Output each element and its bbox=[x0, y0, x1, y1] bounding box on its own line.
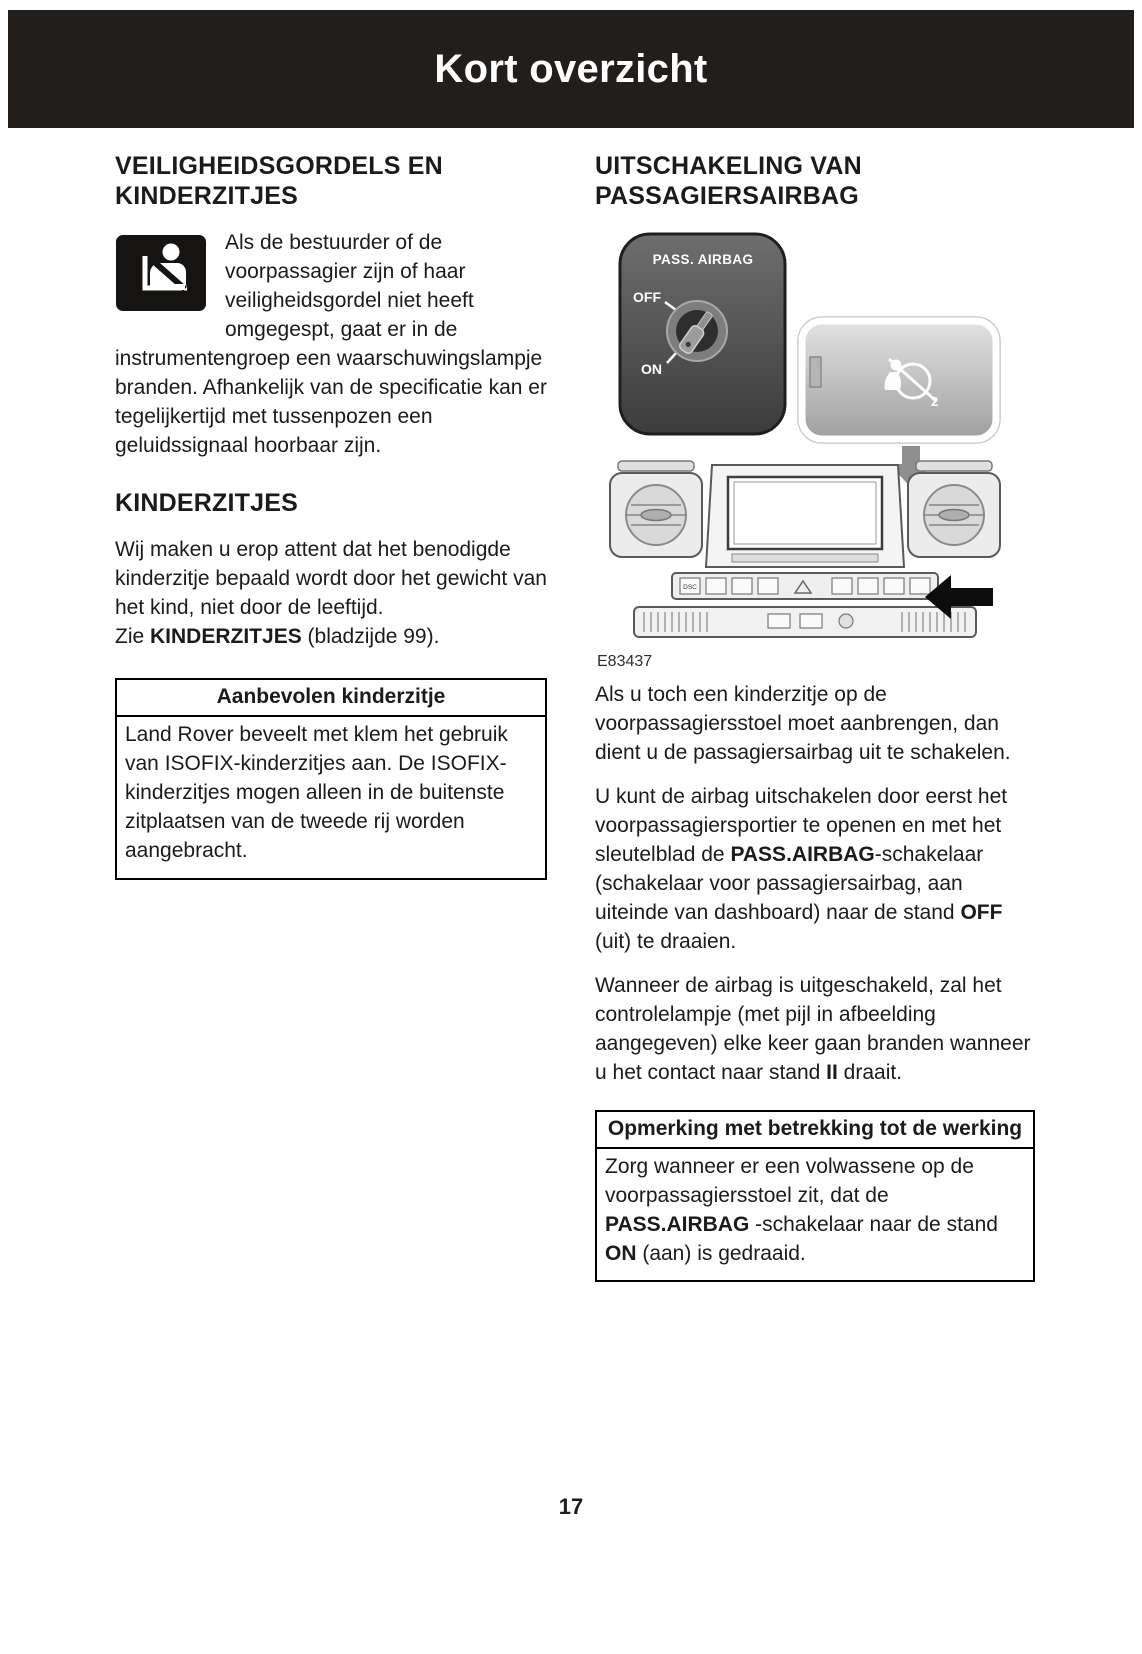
section-heading-airbag: UITSCHAKELING VAN PASSAGIERSAIRBAG bbox=[595, 152, 862, 210]
switch-title-label: PASS. AIRBAG bbox=[652, 252, 754, 267]
see-reference bbox=[115, 623, 547, 652]
see-reference-pre: Zie bbox=[115, 625, 151, 649]
p2-pass-airbag: PASS.AIRBAG bbox=[730, 842, 875, 866]
seatbelt-paragraph bbox=[115, 229, 547, 461]
airbag-figure bbox=[595, 229, 1035, 671]
page-content bbox=[115, 152, 1035, 1282]
recommended-box-body: Land Rover beveelt met klem het gebruik van ISOFIX-kinderzitjes aan. De ISOFIX-kinderzitjes mogen alleen in de buitenste zitplaatsen van de tweede rij worden aangebracht. bbox=[125, 723, 508, 862]
center-screen bbox=[706, 465, 904, 567]
dsc-button-label: DSC bbox=[683, 584, 697, 591]
note-text2: -schakelaar naar de stand bbox=[749, 1212, 998, 1236]
section-heading-seatbelts: VEILIGHEIDSGORDELS EN KINDERZITJES bbox=[115, 152, 443, 210]
control-buttons-row bbox=[672, 573, 938, 599]
seatbelt-warning-icon bbox=[115, 234, 207, 312]
p3-stand-ii: II bbox=[826, 1060, 838, 1084]
p2-off: OFF bbox=[960, 900, 1003, 924]
indicator-number-label: 2 bbox=[931, 394, 939, 409]
p2-text2: -schakelaar (schakelaar voor passagiersairbag, aan uiteinde van dashboard) naar de stand bbox=[595, 842, 984, 924]
section-heading-childseats: KINDERZITJES bbox=[115, 488, 298, 517]
seatbelt-paragraph-text: Als de bestuurder of de voorpassagier zijn of haar veiligheidsgordel niet heeft omgegespt, gaat er in de instrumentengroep een waarschuwingslampje branden. Afhankelijk van de specificatie kan er tegelijkertijd met tussenpozen een geluidssignaal hoorbaar zijn. bbox=[115, 231, 547, 457]
p2-text3: (uit) te draaien. bbox=[595, 929, 737, 953]
page-title: Kort overzicht bbox=[434, 46, 708, 91]
recommended-childseat-box bbox=[115, 678, 547, 880]
note-pass-airbag: PASS.AIRBAG bbox=[605, 1212, 750, 1236]
airbag-indicator-panel-illustration bbox=[798, 317, 1000, 443]
airbag-paragraph-3 bbox=[595, 972, 1035, 1088]
see-reference-post: (bladzijde 99). bbox=[301, 625, 440, 649]
note-text: Zorg wanneer er een volwassene op de voorpassagiersstoel zit, dat de bbox=[605, 1154, 974, 1207]
lower-console bbox=[634, 607, 976, 637]
operation-note-box bbox=[595, 1110, 1035, 1283]
airbag-paragraph-2 bbox=[595, 783, 1035, 957]
airbag-paragraph-1: Als u toch een kinderzitje op de voorpassagiersstoel moet aanbrengen, dan dient u de passagiersairbag uit te schakelen. bbox=[595, 683, 1011, 764]
left-column bbox=[115, 152, 547, 1282]
note-text3: (aan) is gedraaid. bbox=[636, 1241, 806, 1265]
page-number: 17 bbox=[558, 1494, 584, 1519]
pass-airbag-switch-illustration bbox=[620, 234, 785, 434]
left-vent bbox=[610, 461, 702, 557]
note-box-title: Opmerking met betrekking tot de werking bbox=[597, 1112, 1033, 1149]
p2-text: U kunt de airbag uitschakelen door eerst het voorpassagiersportier te openen en met het sleutelblad de bbox=[595, 784, 1008, 866]
p3-text2: draait. bbox=[837, 1060, 903, 1084]
page-header bbox=[8, 10, 1134, 128]
right-vent bbox=[908, 461, 1000, 557]
note-box-body bbox=[597, 1149, 1033, 1281]
childseats-paragraph: Wij maken u erop attent dat het benodigde kinderzitje bepaald wordt door het gewicht van het kind, niet door de leeftijd. bbox=[115, 538, 547, 620]
recommended-box-title: Aanbevolen kinderzitje bbox=[117, 680, 545, 717]
right-column bbox=[595, 152, 1035, 1282]
note-on: ON bbox=[605, 1241, 637, 1265]
p3-text: Wanneer de airbag is uitgeschakeld, zal het controlelampje (met pijl in afbeelding aangegeven) elke keer gaan branden wanneer u het contact naar stand bbox=[595, 973, 1031, 1084]
see-reference-bold: KINDERZITJES bbox=[150, 625, 302, 649]
switch-off-label: OFF bbox=[633, 289, 661, 305]
switch-on-label: ON bbox=[641, 361, 662, 377]
figure-caption: E83437 bbox=[597, 653, 653, 670]
